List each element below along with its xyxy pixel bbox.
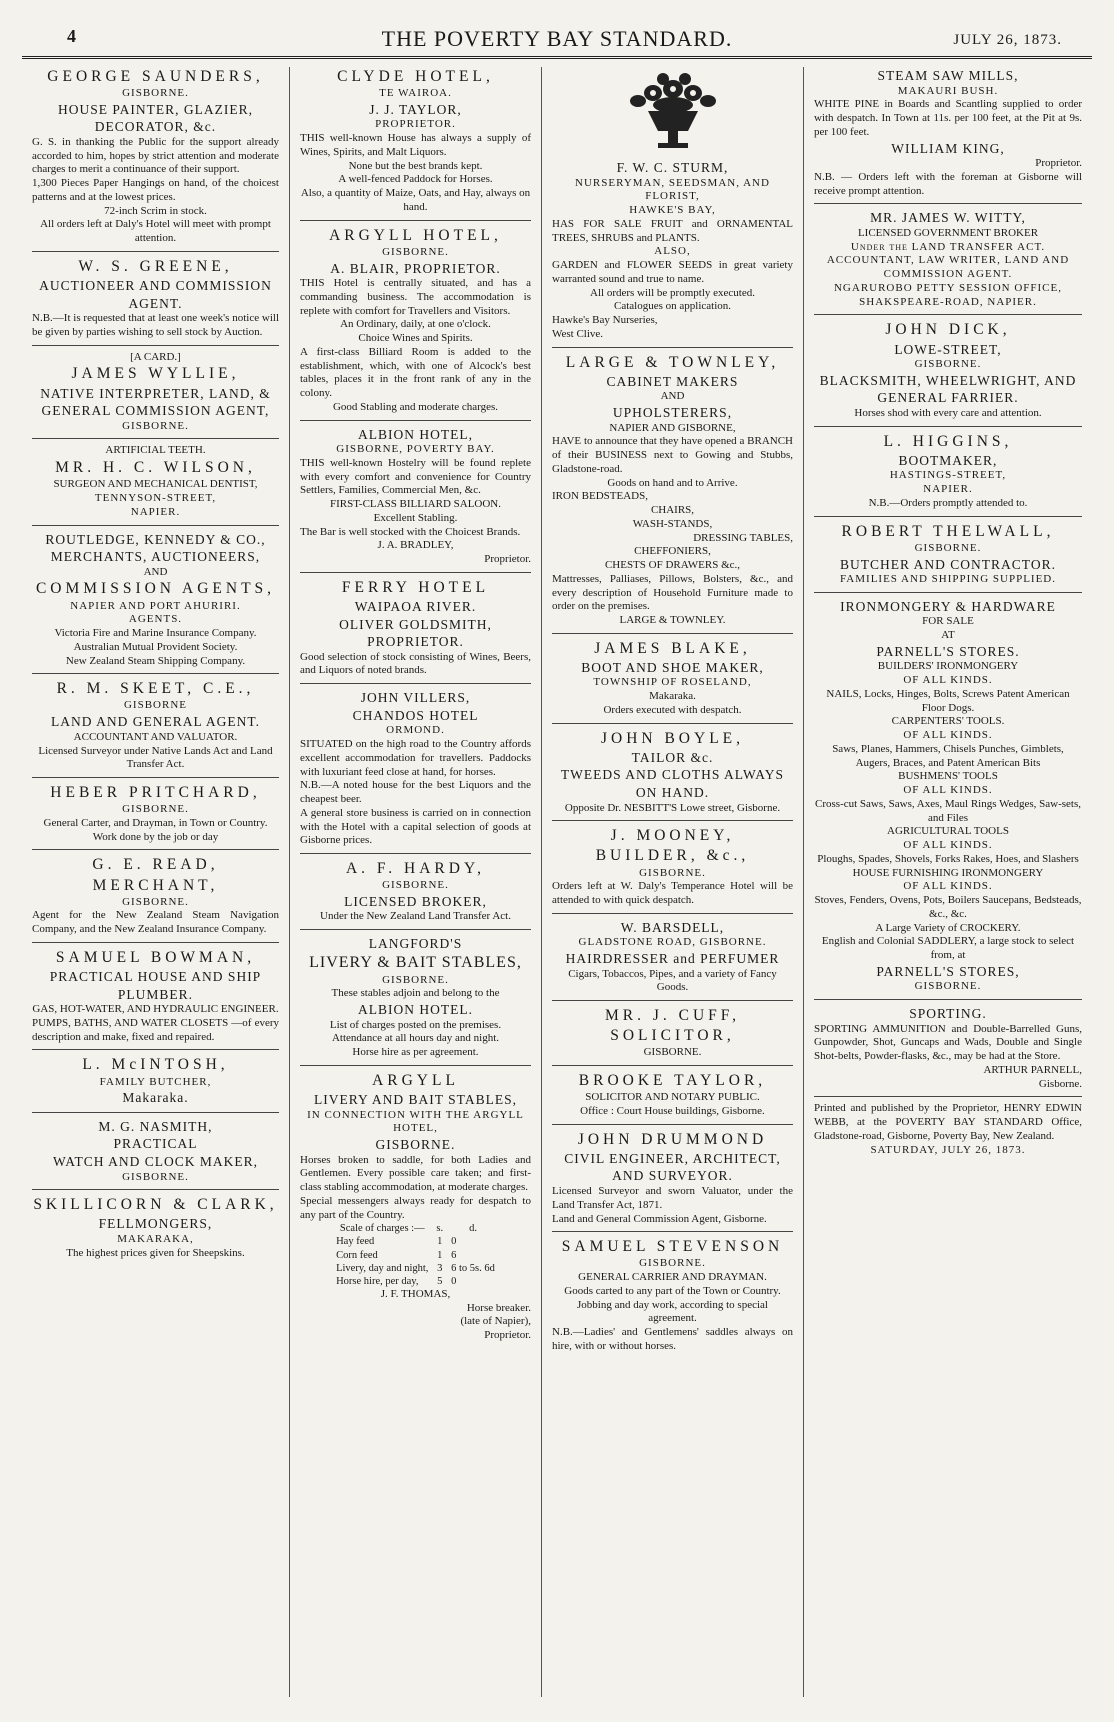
section-kinds: OF ALL KINDS. — [903, 880, 993, 893]
rate-s: 1 — [437, 1249, 443, 1261]
ad-title: MERCHANT, — [92, 876, 219, 894]
ad-body: PUMPS, BATHS, AND WATER CLOSETS —of every description and make, fixed and repaired. — [32, 1016, 279, 1043]
ad-note: Choice Wines and Spirits. — [358, 332, 473, 345]
ad-name: R. M. SKEET, C.E., — [56, 680, 255, 698]
ad-and: AND — [143, 565, 168, 578]
ad-greene — [32, 251, 279, 340]
ad-body: SPORTING AMMUNITION and Double-Barrelled Guns, Gunpowder, Shot, Guncaps and Wads, Double and Single Shot-belts, Powder-flasks, &c., may be had at the Store. — [814, 1022, 1082, 1063]
section-heading: AGRICULTURAL TOOLS — [887, 825, 1009, 838]
list-item: CHESTS OF DRAWERS &c., — [604, 559, 741, 572]
ad-note: Work done by the job or day — [92, 830, 219, 843]
ad-name: GEORGE SAUNDERS, — [47, 68, 264, 85]
ad-also: ALSO, — [654, 245, 691, 258]
ad-sign: LARGE & TOWNLEY. — [619, 614, 726, 627]
ad-connection: IN CONNECTION WITH THE ARGYLL HOTEL, — [307, 1108, 524, 1135]
ad-name: SAMUEL BOWMAN, — [55, 948, 256, 966]
ad-title: Under the LAND TRANSFER ACT. — [850, 240, 1046, 253]
ad-name: BROOKE TAYLOR, — [578, 1072, 767, 1090]
rate-item: Horse hire, per day, — [336, 1275, 419, 1287]
ad-place: GISBORNE. — [375, 1137, 456, 1153]
ad-large-townley — [552, 347, 793, 628]
ad-mcintosh — [32, 1049, 279, 1106]
ad-higgins — [814, 426, 1082, 511]
ad-title: COMMISSION AGENTS, — [35, 580, 276, 598]
ad-body: Cigars, Tobaccos, Pipes, and a variety of Fancy Goods. — [568, 967, 777, 994]
rate-s: 3 — [437, 1262, 443, 1274]
list-item: DRESSING TABLES, — [693, 531, 793, 544]
section-heading: HOUSE FURNISHING IRONMONGERY — [852, 866, 1044, 879]
ad-title: LIVERY & BAIT STABLES, — [309, 953, 522, 971]
ad-name: PARNELL'S STORES. — [876, 643, 1020, 659]
ad-name: JOHN DICK, — [885, 321, 1011, 339]
ad-drummond — [552, 1124, 793, 1226]
ad-role: Proprietor. — [1035, 157, 1082, 170]
ad-parnell-stores — [814, 592, 1082, 994]
rates-header-row — [332, 1222, 499, 1235]
ad-place: GISBORNE. — [122, 87, 189, 100]
table-row — [332, 1262, 499, 1275]
column-4 — [804, 67, 1092, 1697]
ad-name: A. F. HARDY, — [345, 860, 486, 878]
ad-boyle — [552, 723, 793, 816]
ad-agents-label: AGENTS. — [128, 613, 183, 626]
ad-title: FELLMONGERS, — [98, 1216, 213, 1232]
ad-body: The highest prices given for Sheepskins. — [66, 1246, 245, 1259]
ad-place: GISBORNE. — [122, 803, 189, 816]
ad-name: JOHN VILLERS, — [360, 690, 471, 706]
ad-title: ACCOUNTANT AND VALUATOR. — [73, 730, 238, 743]
ad-pritchard — [32, 777, 279, 844]
ad-name: FERRY HOTEL — [341, 578, 490, 596]
ad-body: Licensed Surveyor and sworn Valuator, under the Land Transfer Act, 1871. — [552, 1185, 793, 1211]
ad-place: MAKAURI BUSH. — [897, 84, 999, 97]
ad-title: SURGEON AND MECHANICAL DENTIST, — [53, 478, 258, 491]
ad-name: G. E. READ, — [92, 856, 219, 874]
ad-title: BOOT AND SHOE MAKER, — [581, 659, 764, 675]
ad-place: GISBORNE — [123, 699, 187, 712]
ad-place: GISBORNE. — [382, 879, 449, 892]
list-item: WASH-STANDS, — [632, 517, 713, 530]
ad-sale: FOR SALE — [922, 615, 974, 628]
rates-table — [332, 1222, 499, 1288]
ad-note: Horses shod with every care and attention. — [854, 406, 1042, 419]
ad-routledge — [32, 525, 279, 669]
section-body: English and Colonial SADDLERY, a large stock to select from, at — [821, 935, 1075, 962]
page-number: 4 — [67, 26, 76, 46]
column-1 — [22, 67, 290, 1697]
section-kinds: OF ALL KINDS. — [903, 839, 993, 852]
ad-title: NATIVE INTERPRETER, LAND, & GENERAL COMMISSION AGENT, — [40, 385, 271, 419]
ad-name: HEBER PRITCHARD, — [50, 784, 261, 802]
ad-note: N.B.—Ladies' and Gentlemens' saddles always on hire, with or without horses. — [552, 1326, 793, 1352]
ad-title: SOLICITOR, — [610, 1027, 735, 1045]
ad-name: W. BARSDELL, — [620, 919, 725, 935]
ad-body: HAVE to announce that they have opened a BRANCH of their BUSINESS next to Gowing and Stubbs, Gladstone-road. — [552, 435, 793, 475]
ad-at: AT — [941, 629, 955, 642]
ad-cuff — [552, 1000, 793, 1060]
ad-title: GENERAL CARRIER AND DRAYMAN. — [578, 1271, 767, 1284]
ad-body: WHITE PINE in Boards and Scantling supplied to order with despatch. In Town at 11s. per 100 feet, at the Pit at 9s. per 100 feet. — [814, 98, 1082, 138]
ad-body: THIS well-known House has always a supply of Wines, Spirits, and Malt Liquors. — [300, 132, 531, 158]
ad-stock: 1,300 Pieces Paper Hangings on hand, of the choicest patterns and at the lowest prices. — [32, 177, 279, 203]
ad-title: LIVERY AND BAIT STABLES, — [314, 1092, 517, 1108]
newspaper-title: THE POVERTY BAY STANDARD. — [381, 26, 733, 51]
ad-argyll-hotel — [300, 220, 531, 415]
ad-name: LARGE & TOWNLEY, — [565, 353, 780, 371]
column-3 — [542, 67, 804, 1697]
ad-place: GLADSTONE ROAD, GISBORNE. — [578, 936, 767, 949]
masthead — [22, 22, 1092, 59]
ad-clyde-hotel — [300, 67, 531, 215]
ad-note: Catalogues on application. — [614, 300, 731, 313]
column-2 — [290, 67, 542, 1697]
list-item: CHEFFONIERS, — [634, 545, 711, 558]
ad-place: GISBORNE. — [122, 895, 189, 908]
ad-name: JAMES BLAKE, — [594, 639, 751, 657]
section-body: Stoves, Fenders, Ovens, Pots, Boilers Saucepans, Bedsteads, &c., &c. — [814, 894, 1082, 920]
ad-role: Proprietor. — [484, 553, 531, 566]
ad-note: Licensed Surveyor under Native Lands Act and Land Transfer Act. — [38, 744, 273, 771]
ad-place: NAPIER. — [130, 505, 181, 518]
imprint-date: SATURDAY, JULY 26, 1873. — [870, 1143, 1026, 1156]
list-item: CHAIRS, — [650, 504, 695, 517]
ad-body: THIS well-known Hostelry will be found replete with every comfort and convenience for Country Settlers, Families, Commercial Men, &c. — [300, 456, 531, 497]
ad-agent: Australian Mutual Provident Society. — [73, 640, 238, 653]
ad-name: ALBION HOTEL, — [358, 426, 473, 442]
rate-s: 5 — [437, 1275, 443, 1287]
ad-brooke-taylor — [552, 1065, 793, 1119]
ad-name: W. S. GREENE, — [78, 257, 233, 275]
ad-note: An Ordinary, daily, at one o'clock. — [340, 318, 491, 331]
ad-note: None but the best brands kept. — [348, 159, 483, 172]
flower-vase-engraving — [608, 67, 738, 157]
ad-note: Horse hire as per agreement. — [352, 1046, 479, 1059]
rate-item: Corn feed — [336, 1249, 378, 1261]
ad-place: GISBORNE. — [122, 419, 189, 432]
ad-note: N.B.—It is requested that at least one week's notice will be given by parties wishing to sell stock by Auction. — [32, 312, 279, 338]
ad-place: GISBORNE. — [914, 980, 982, 993]
ad-card-label: [A CARD.] — [130, 350, 181, 363]
ad-ferry-hotel — [300, 572, 531, 678]
rate-d: 6 to 5s. 6d — [451, 1262, 495, 1274]
ad-name: CHANDOS HOTEL — [352, 707, 479, 723]
ad-place: GISBORNE. — [122, 1170, 189, 1183]
ad-body: Agent for the New Zealand Steam Navigation Company, and the New Zealand Insurance Company. — [32, 909, 279, 936]
ad-note: Office : Court House buildings, Gisborne. — [580, 1105, 765, 1118]
rate-d: 0 — [451, 1236, 457, 1248]
imprint-text: Printed and published by the Proprietor, HENRY EDWIN WEBB, at the POVERTY BAY STANDARD Office, Gladstone-road, Gisborne, Poverty Bay, New Zealand. — [814, 1102, 1082, 1142]
ad-note: Also, a quantity of Maize, Oats, and Hay, always on hand. — [300, 187, 531, 213]
ad-name: JAMES WYLLIE, — [71, 365, 240, 383]
rate-item: Livery, day and night, — [336, 1262, 429, 1274]
ad-saunders — [32, 67, 279, 246]
ad-body: Jobbing and day work, according to special agreement. — [577, 1298, 768, 1325]
ad-street: LOWE-STREET, — [894, 341, 1002, 357]
ad-langford-stables — [300, 929, 531, 1060]
ad-stevenson — [552, 1231, 793, 1353]
ad-wilson — [32, 438, 279, 519]
ad-skeet — [32, 673, 279, 772]
ad-nasmith — [32, 1112, 279, 1184]
ad-place: GISBORNE. — [914, 541, 982, 554]
ad-place: GISBORNE. — [639, 866, 706, 879]
ad-heading: IRONMONGERY & HARDWARE — [840, 598, 1056, 614]
ad-name: CLYDE HOTEL, — [337, 68, 494, 85]
ad-name: LANGFORD'S — [368, 936, 463, 952]
ad-name: MR. J. CUFF, — [604, 1007, 741, 1025]
section-kinds: OF ALL KINDS. — [903, 674, 993, 687]
ad-body: SITUATED on the high road to the Country affords excellent accommodation for travellers. Paddocks with luxuriant feed close at hand, for horses. — [300, 738, 531, 778]
rates-scale-label: Scale of charges :— — [339, 1223, 425, 1235]
section-heading: A Large Variety of CROCKERY. — [875, 921, 1021, 934]
ad-title: ACCOUNTANT, LAW WRITER, LAND AND COMMISSION AGENT. — [826, 254, 1070, 281]
section-heading: CARPENTERS' TOOLS. — [891, 715, 1005, 728]
section-body: Cross-cut Saws, Saws, Axes, Maul Rings Wedges, Saw-sets, and Files — [815, 797, 1081, 824]
ad-place: NAPIER AND GISBORNE, — [609, 421, 736, 434]
ad-title: PRACTICAL HOUSE AND SHIP PLUMBER. — [49, 969, 262, 1002]
ad-street: HASTINGS-STREET, — [889, 469, 1007, 482]
ad-proprietor: J. J. TAYLOR, — [369, 101, 462, 117]
table-row — [332, 1249, 499, 1262]
ad-body: Special messengers always ready for despatch to any part of the Country. — [300, 1194, 531, 1221]
ad-body: General Carter, and Drayman, in Town or Country. — [43, 816, 268, 829]
rate-d: 0 — [451, 1275, 457, 1287]
ad-place: NAPIER AND PORT AHURIRI. — [70, 599, 241, 612]
ad-place: TOWNSHIP OF ROSELAND, — [593, 676, 752, 689]
ad-note: Goods on hand and to Arrive. — [607, 476, 738, 489]
ad-title: BLACKSMITH, WHEELWRIGHT, AND GENERAL FARRIER. — [819, 372, 1077, 406]
ad-body: HAS FOR SALE FRUIT and ORNAMENTAL TREES, SHRUBS and PLANTS. — [552, 217, 793, 244]
ad-proprietor: OLIVER GOLDSMITH, PROPRIETOR. — [339, 616, 492, 650]
ad-place: NGARUROBO PETTY SESSION OFFICE, — [833, 281, 1062, 294]
ad-name: F. W. C. STURM, — [616, 160, 729, 175]
ad-title: UPHOLSTERERS, — [612, 404, 733, 420]
rates-col-s: s. — [436, 1223, 444, 1235]
ad-sign: ARTHUR PARNELL, — [983, 1063, 1082, 1076]
ad-title: WATCH AND CLOCK MAKER, — [52, 1153, 258, 1169]
ad-title: PRACTICAL — [113, 1136, 198, 1152]
imprint — [814, 1096, 1082, 1157]
ad-title: TWEEDS AND CLOTHS ALWAYS ON HAND. — [560, 767, 785, 800]
ad-name: ROBERT THELWALL, — [841, 522, 1055, 540]
ad-place: Makaraka. — [122, 1090, 189, 1106]
section-kinds: OF ALL KINDS. — [903, 729, 993, 742]
ad-dick — [814, 314, 1082, 420]
ad-name: STEAM SAW MILLS, — [877, 68, 1019, 83]
ad-body: These stables adjoin and belong to the — [331, 987, 500, 1000]
ad-name: SAMUEL STEVENSON — [561, 1238, 784, 1256]
ad-title: LICENSED BROKER, — [344, 893, 487, 909]
ad-note: N.B. — Orders left with the foreman at Gisborne will receive prompt attention. — [814, 170, 1082, 197]
ad-name: MR. JAMES W. WITTY, — [870, 210, 1026, 226]
ad-heading: SPORTING. — [909, 1006, 987, 1022]
ad-proprietor: A. BLAIR, PROPRIETOR. — [330, 260, 501, 276]
ad-place: ORMOND. — [386, 724, 445, 737]
ad-title: AUCTIONEER AND COMMISSION AGENT. — [39, 278, 272, 311]
ad-note: FIRST-CLASS BILLIARD SALOON. — [329, 498, 502, 511]
ad-name: SKILLICORN & CLARK, — [33, 1196, 278, 1214]
ad-body: A first-class Billiard Room is added to the establishment, which, with one of Alcock's best tables, places it in the front rank of any in the colony. — [300, 345, 531, 400]
ad-name: M. G. NASMITH, — [98, 1118, 213, 1134]
ad-hotel: ALBION HOTEL. — [358, 1002, 473, 1018]
ad-title: BUILDER, &c., — [595, 847, 750, 865]
ad-role: Horse breaker. — [466, 1301, 531, 1314]
ad-place: GISBORNE. — [382, 973, 449, 986]
ad-note: Opposite Dr. NESBITT'S Lowe street, Gisborne. — [564, 801, 781, 814]
ad-mooney — [552, 820, 793, 908]
section-kinds: OF ALL KINDS. — [903, 784, 993, 797]
ad-title: NURSERYMAN, SEEDSMAN, AND FLORIST, — [575, 176, 770, 203]
ad-and: AND — [660, 390, 685, 403]
ad-title: SOLICITOR AND NOTARY PUBLIC. — [585, 1091, 760, 1104]
section-heading: BUSHMENS' TOOLS — [898, 770, 998, 783]
ad-name: L. McINTOSH, — [82, 1056, 229, 1074]
list-item: IRON BEDSTEADS, — [552, 490, 648, 503]
ad-name: L. HIGGINS, — [883, 432, 1013, 450]
ad-trade: HOUSE PAINTER, GLAZIER, DECORATOR, &c. — [58, 101, 253, 135]
rate-item: Hay feed — [336, 1236, 375, 1248]
ad-heading: ARTIFICIAL TEETH. — [105, 444, 206, 457]
ad-skillicorn — [32, 1189, 279, 1260]
ad-note: Under the New Zealand Land Transfer Act. — [320, 910, 511, 923]
ad-chandos-hotel — [300, 683, 531, 848]
ad-body: GARDEN and FLOWER SEEDS in great variety warranted sound and true to name. — [552, 259, 793, 285]
ad-thelwall — [814, 516, 1082, 587]
ad-place: HAWKE'S BAY, — [629, 204, 716, 217]
rate-s: 1 — [437, 1236, 443, 1248]
ad-note: N.B.—Orders promptly attended to. — [868, 496, 1028, 509]
ad-note: A well-fenced Paddock for Horses. — [338, 173, 493, 186]
ad-proprietor: J. F. THOMAS, — [380, 1287, 451, 1300]
section-body: NAILS, Locks, Hinges, Bolts, Screws Patent American Floor Dogs. — [826, 687, 1070, 714]
ad-argyll-stables — [300, 1065, 531, 1343]
ad-place: MAKARAKA, — [117, 1232, 194, 1245]
ad-barsdell — [552, 913, 793, 995]
ad-note: All orders left at Daly's Hotel will meet with prompt attention. — [40, 218, 271, 245]
ad-witty — [814, 203, 1082, 309]
ad-title: TAILOR &c. — [631, 749, 714, 765]
ad-sturm — [552, 67, 793, 342]
ad-title: BUTCHER AND CONTRACTOR. — [840, 556, 1056, 572]
ad-note: Hawke's Bay Nurseries, — [552, 314, 658, 327]
ad-place: Makaraka. — [649, 690, 696, 703]
ad-name: J. MOONEY, — [610, 827, 735, 845]
ad-note: Orders executed with despatch. — [603, 703, 742, 716]
ad-bowman — [32, 942, 279, 1044]
ad-place: WAIPAOA RIVER. — [354, 599, 477, 615]
ad-place: TE WAIROA. — [379, 87, 452, 100]
ad-saw-mills — [814, 67, 1082, 198]
ad-name: MR. H. C. WILSON, — [55, 459, 256, 477]
ad-street: TENNYSON-STREET, — [94, 492, 217, 505]
ad-place: Gisborne. — [1038, 1077, 1082, 1090]
ad-body: A general store business is carried on in connection with the Hotel with a capital selection of goods at Gisborne prices. — [300, 806, 531, 847]
ad-place: GISBORNE. — [914, 358, 982, 371]
ad-title: LAND AND GENERAL AGENT. — [51, 714, 260, 730]
columns — [22, 67, 1092, 1697]
section-body: Ploughs, Spades, Shovels, Forks Rakes, Hoes, and Slashers — [817, 852, 1079, 865]
ad-name: JOHN BOYLE, — [600, 729, 745, 747]
section-body: Saws, Planes, Hammers, Chisels Punches, Gimblets, Augers, Braces, and Patent American Bits — [832, 742, 1064, 769]
rate-d: 6 — [451, 1249, 457, 1261]
ad-title: FAMILY BUTCHER, — [99, 1075, 212, 1088]
ad-title: CABINET MAKERS — [606, 373, 739, 389]
ad-proprietor: WILLIAM KING, — [891, 140, 1005, 156]
ad-agent: Victoria Fire and Marine Insurance Company. — [54, 627, 257, 640]
ad-stock: 72-inch Scrim in stock. — [104, 204, 207, 217]
ad-role: PROPRIETOR. — [375, 118, 456, 131]
ad-title: MERCHANTS, AUCTIONEERS, — [50, 549, 261, 565]
ad-note: The Bar is well stocked with the Choicest Brands. — [300, 525, 521, 538]
ad-albion-hotel — [300, 420, 531, 567]
ad-place: SHAKSPEARE-ROAD, NAPIER. — [859, 295, 1037, 308]
issue-date: JULY 26, 1873. — [953, 32, 1062, 48]
ad-body: Good selection of stock consisting of Wines, Beers, and Liquors of noted brands. — [300, 650, 531, 677]
ad-body: Horses broken to saddle, for both Ladies and Gentlemen. Every possible care taken; and first-class stabling accommodation, at moderate charges. — [300, 1153, 531, 1194]
ad-body: Goods carted to any part of the Town or Country. — [564, 1284, 781, 1297]
ad-wyllie — [32, 345, 279, 434]
ad-note: List of charges posted on the premises. — [329, 1018, 502, 1031]
ad-title: CIVIL ENGINEER, ARCHITECT, AND SURVEYOR. — [564, 1150, 781, 1184]
ad-name: ARGYLL HOTEL, — [329, 226, 502, 244]
table-row — [332, 1275, 499, 1288]
ad-body: G. S. in thanking the Public for the support already accorded to him, hopes by strict attention and moderate charges to merit a continuance of their support. — [32, 135, 279, 176]
ad-body: Mattresses, Palliases, Pillows, Bolsters, &c., and every description of Household Furniture made to order on the premises. — [552, 572, 793, 613]
section-heading: BUILDERS' IRONMONGERY — [877, 660, 1019, 673]
ad-name: PARNELL'S STORES, — [876, 963, 1020, 979]
ad-place: GISBORNE. — [382, 245, 449, 258]
ad-role: (late of Napier), — [460, 1315, 531, 1328]
ad-title: GAS, HOT-WATER, AND HYDRAULIC ENGINEER. — [32, 1003, 279, 1016]
ad-agent: New Zealand Steam Shipping Company. — [65, 654, 246, 667]
ad-note: Good Stabling and moderate charges. — [332, 400, 499, 413]
ad-place: GISBORNE, POVERTY BAY. — [336, 443, 495, 456]
ad-blake — [552, 633, 793, 718]
ad-place: GISBORNE. — [639, 1257, 706, 1270]
ad-place: GISBORNE. — [643, 1046, 702, 1059]
ad-title: HAIRDRESSER and PERFUMER — [565, 951, 780, 967]
ad-place: NAPIER. — [923, 483, 973, 496]
ad-note: Attendance at all hours day and night. — [331, 1032, 500, 1045]
ad-body: THIS Hotel is centrally situated, and has a commanding business. The accommodation is replete with comfort for Travellers and Visitors. — [300, 277, 531, 317]
ad-proprietor: J. A. BRADLEY, — [377, 539, 454, 552]
table-row — [332, 1235, 499, 1248]
ad-title: BOOTMAKER, — [898, 452, 998, 468]
ad-body: Orders left at W. Daly's Temperance Hotel will be attended to with quick despatch. — [552, 880, 793, 907]
ad-sporting — [814, 999, 1082, 1091]
ad-role: Proprietor. — [484, 1329, 531, 1342]
ad-hardy — [300, 853, 531, 924]
ad-name: ROUTLEDGE, KENNEDY & CO., — [45, 531, 266, 547]
ad-name: ARGYLL — [372, 1071, 459, 1089]
ad-body: Land and General Commission Agent, Gisborne. — [552, 1212, 767, 1225]
ad-note: Excellent Stabling. — [373, 511, 458, 524]
ad-title: LICENSED GOVERNMENT BROKER — [857, 226, 1039, 239]
ad-note: N.B.—A noted house for the best Liquors and the cheapest beer. — [300, 779, 531, 806]
ad-note: FAMILIES AND SHIPPING SUPPLIED. — [840, 573, 1056, 586]
ad-note: West Clive. — [552, 327, 604, 340]
ad-name: JOHN DRUMMOND — [577, 1130, 768, 1148]
rates-col-d: d. — [469, 1223, 477, 1235]
ad-read — [32, 849, 279, 937]
ad-note: All orders will be promptly executed. — [590, 286, 755, 299]
